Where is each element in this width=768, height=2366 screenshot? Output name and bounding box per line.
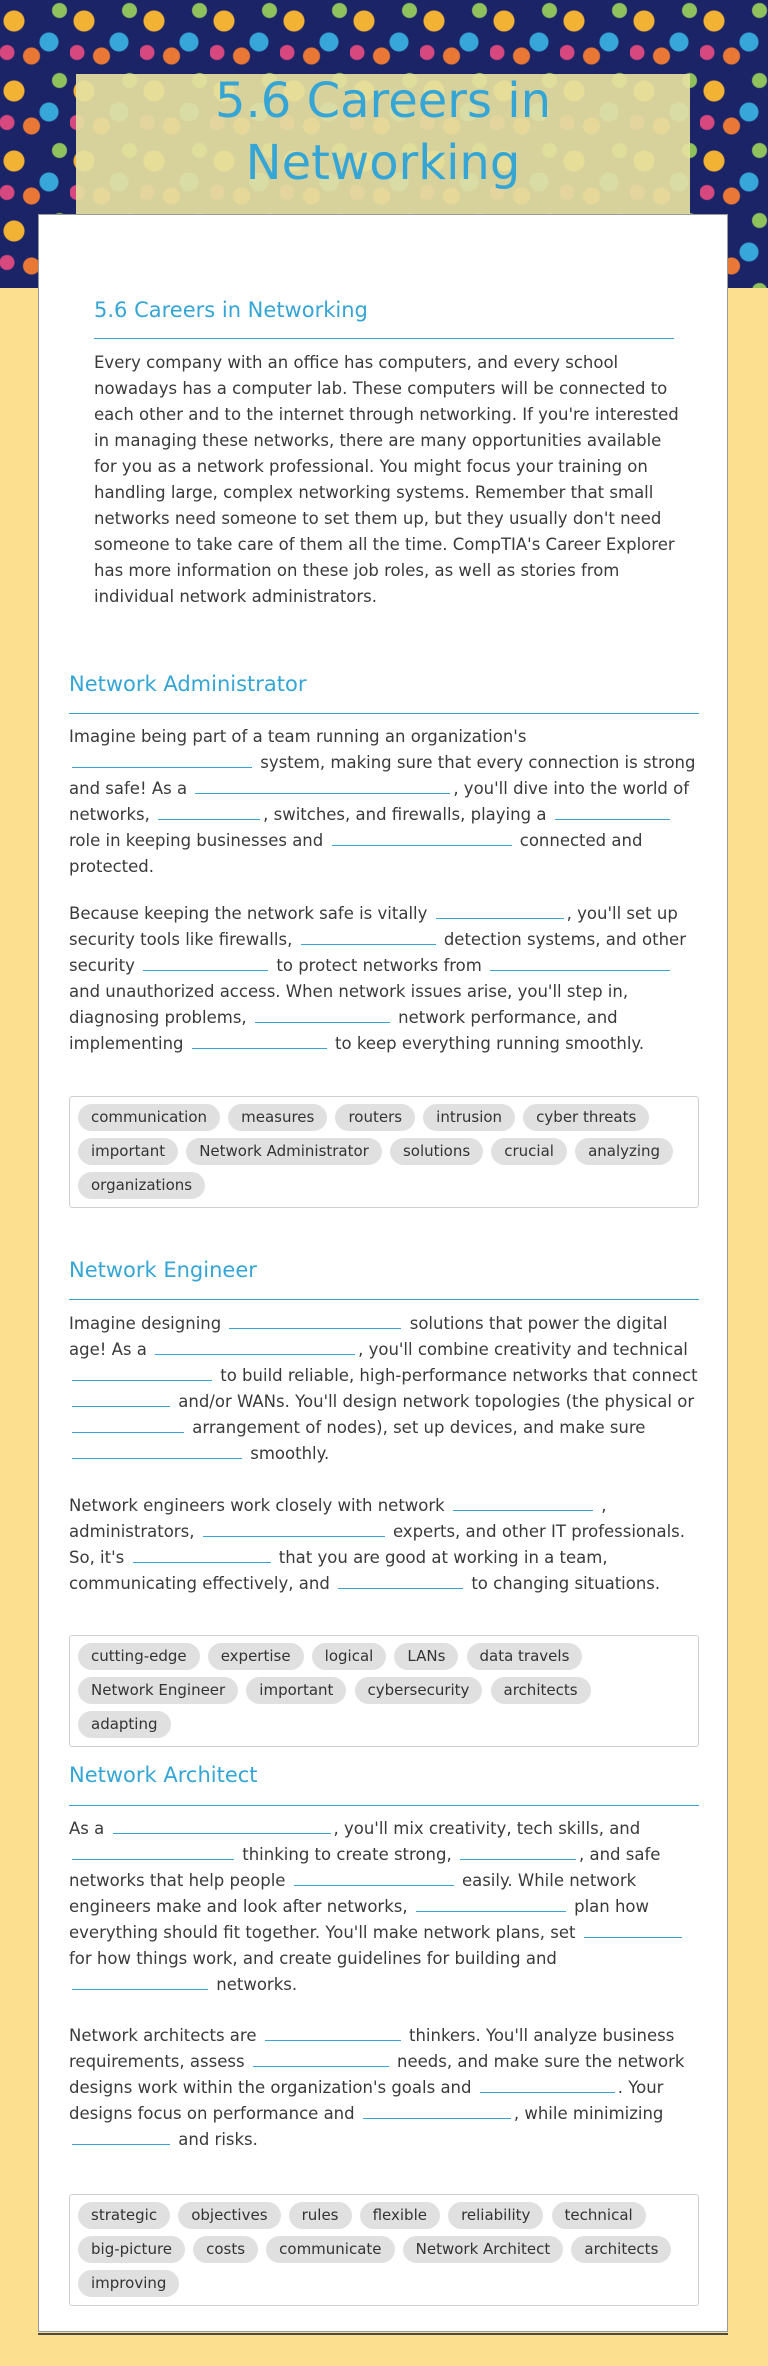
word-chip[interactable]: cutting-edge bbox=[78, 1643, 200, 1670]
blank-field[interactable] bbox=[453, 1493, 593, 1511]
blank-field[interactable] bbox=[363, 2101, 511, 2119]
architect-rule bbox=[69, 1805, 699, 1806]
word-chip[interactable]: architects bbox=[571, 2236, 671, 2263]
admin-rule bbox=[69, 713, 699, 714]
blank-field[interactable] bbox=[195, 776, 450, 794]
blank-field[interactable] bbox=[72, 750, 252, 768]
word-chip[interactable]: Network Administrator bbox=[186, 1138, 382, 1165]
word-chip[interactable]: costs bbox=[193, 2236, 258, 2263]
word-chip[interactable]: cybersecurity bbox=[355, 1677, 483, 1704]
word-chip[interactable]: LANs bbox=[394, 1643, 458, 1670]
word-chip[interactable]: Network Engineer bbox=[78, 1677, 238, 1704]
engineer-rule bbox=[69, 1299, 699, 1300]
blank-field[interactable] bbox=[584, 1920, 682, 1938]
word-chip[interactable]: data travels bbox=[467, 1643, 583, 1670]
blank-field[interactable] bbox=[301, 927, 436, 945]
word-chip[interactable]: objectives bbox=[178, 2202, 280, 2229]
blank-field[interactable] bbox=[490, 953, 670, 971]
word-chip[interactable]: logical bbox=[312, 1643, 387, 1670]
word-chip[interactable]: communicate bbox=[266, 2236, 394, 2263]
intro-title: 5.6 Careers in Networking bbox=[94, 298, 368, 322]
blank-field[interactable] bbox=[133, 1545, 271, 1563]
blank-field[interactable] bbox=[72, 1441, 242, 1459]
blank-field[interactable] bbox=[72, 1415, 184, 1433]
word-chip[interactable]: improving bbox=[78, 2270, 179, 2297]
word-chip[interactable]: flexible bbox=[360, 2202, 440, 2229]
word-chip[interactable]: important bbox=[78, 1138, 178, 1165]
word-chip[interactable]: measures bbox=[228, 1104, 327, 1131]
word-chip[interactable]: expertise bbox=[208, 1643, 304, 1670]
engineer-title: Network Engineer bbox=[69, 1258, 257, 1282]
admin-paragraph-2: Because keeping the network safe is vitally , you'll set up security tools like firewalls, detection systems, and other security to protect networks from and unauthorized access. When network issues arise, you'll step in, diagnosing problems, network performance, and implementing to keep everything running smoothly. bbox=[69, 901, 704, 1057]
word-chip[interactable]: strategic bbox=[78, 2202, 170, 2229]
engineer-word-bank bbox=[69, 1635, 699, 1747]
word-chip[interactable]: big-picture bbox=[78, 2236, 185, 2263]
blank-field[interactable] bbox=[113, 1816, 331, 1834]
blank-field[interactable] bbox=[192, 1031, 327, 1049]
blank-field[interactable] bbox=[72, 1842, 234, 1860]
word-chip[interactable]: reliability bbox=[448, 2202, 543, 2229]
word-chip[interactable]: technical bbox=[552, 2202, 646, 2229]
admin-word-bank bbox=[69, 1096, 699, 1208]
architect-paragraph-1: As a , you'll mix creativity, tech skills, and thinking to create strong, , and safe networks that help people easily. While network engineers make and look after networks, plan how everything should fit together. You'll make network plans, set for how things work, and create guidelines for building and networks. bbox=[69, 1816, 704, 1998]
blank-field[interactable] bbox=[416, 1894, 566, 1912]
word-chip[interactable]: intrusion bbox=[423, 1104, 515, 1131]
blank-field[interactable] bbox=[72, 1972, 208, 1990]
blank-field[interactable] bbox=[255, 1005, 390, 1023]
word-chip[interactable]: organizations bbox=[78, 1172, 205, 1199]
blank-field[interactable] bbox=[338, 1571, 463, 1589]
word-chip[interactable]: Network Architect bbox=[403, 2236, 564, 2263]
intro-rule bbox=[94, 338, 674, 339]
word-chip[interactable]: communication bbox=[78, 1104, 220, 1131]
engineer-paragraph-1: Imagine designing solutions that power the digital age! As a , you'll combine creativity and technical to build reliable, high-performance networks that connect and/or WANs. You'll design network topologies (the physical or arrangement of nodes), set up devices, and make sure smoothly. bbox=[69, 1311, 704, 1467]
admin-title: Network Administrator bbox=[69, 672, 307, 696]
architect-paragraph-2: Network architects are thinkers. You'll analyze business requirements, assess needs, and make sure the network designs work within the organization's goals and . Your designs focus on performance and , while minimizing and risks. bbox=[69, 2023, 704, 2153]
blank-field[interactable] bbox=[460, 1842, 576, 1860]
blank-field[interactable] bbox=[555, 802, 670, 820]
word-chip[interactable]: analyzing bbox=[575, 1138, 673, 1165]
blank-field[interactable] bbox=[480, 2075, 615, 2093]
word-chip[interactable]: important bbox=[246, 1677, 346, 1704]
architect-title: Network Architect bbox=[69, 1763, 258, 1787]
word-chip[interactable]: cyber threats bbox=[523, 1104, 649, 1131]
word-chip[interactable]: routers bbox=[335, 1104, 415, 1131]
blank-field[interactable] bbox=[72, 1363, 212, 1381]
blank-field[interactable] bbox=[253, 2049, 389, 2067]
blank-field[interactable] bbox=[436, 901, 564, 919]
blank-field[interactable] bbox=[265, 2023, 401, 2041]
word-chip[interactable]: adapting bbox=[78, 1711, 171, 1738]
admin-paragraph-1: Imagine being part of a team running an organization's system, making sure that every connection is strong and safe! As a , you'll dive into the world of networks, , switches, and firewalls, playing a role in keeping businesses and connected and protected. bbox=[69, 727, 696, 876]
blank-field[interactable] bbox=[203, 1519, 385, 1537]
engineer-paragraph-2: Network engineers work closely with network , administrators, experts, and other IT professionals. So, it's that you are good at working in a team, communicating effectively, and to changing situations. bbox=[69, 1493, 704, 1597]
blank-field[interactable] bbox=[72, 2127, 170, 2145]
blank-field[interactable] bbox=[155, 1337, 355, 1355]
blank-field[interactable] bbox=[72, 1389, 170, 1407]
blank-field[interactable] bbox=[143, 953, 268, 971]
page-title: 5.6 Careers in Networking bbox=[214, 73, 552, 191]
card-shadow-line bbox=[38, 2333, 728, 2335]
word-chip[interactable]: crucial bbox=[491, 1138, 567, 1165]
blank-field[interactable] bbox=[158, 802, 260, 820]
blank-field[interactable] bbox=[229, 1311, 401, 1329]
architect-word-bank bbox=[69, 2194, 699, 2306]
blank-field[interactable] bbox=[294, 1868, 454, 1886]
word-chip[interactable]: architects bbox=[491, 1677, 591, 1704]
intro-text: Every company with an office has computers, and every school nowadays has a computer lab. These computers will be connected to each other and to the internet through networking. If you're interested in managing these networks, there are many opportunities available for you as a network professional. You might focus your training on handling large, complex networking systems. Remember that small networks need someone to set them up, but they usually don't need someone to take care of them all the time. CompTIA's Career Explorer has more information on these job roles, as well as stories from individual network administrators. bbox=[94, 353, 679, 606]
word-chip[interactable]: rules bbox=[289, 2202, 352, 2229]
blank-field[interactable] bbox=[332, 828, 512, 846]
word-chip[interactable]: solutions bbox=[390, 1138, 483, 1165]
